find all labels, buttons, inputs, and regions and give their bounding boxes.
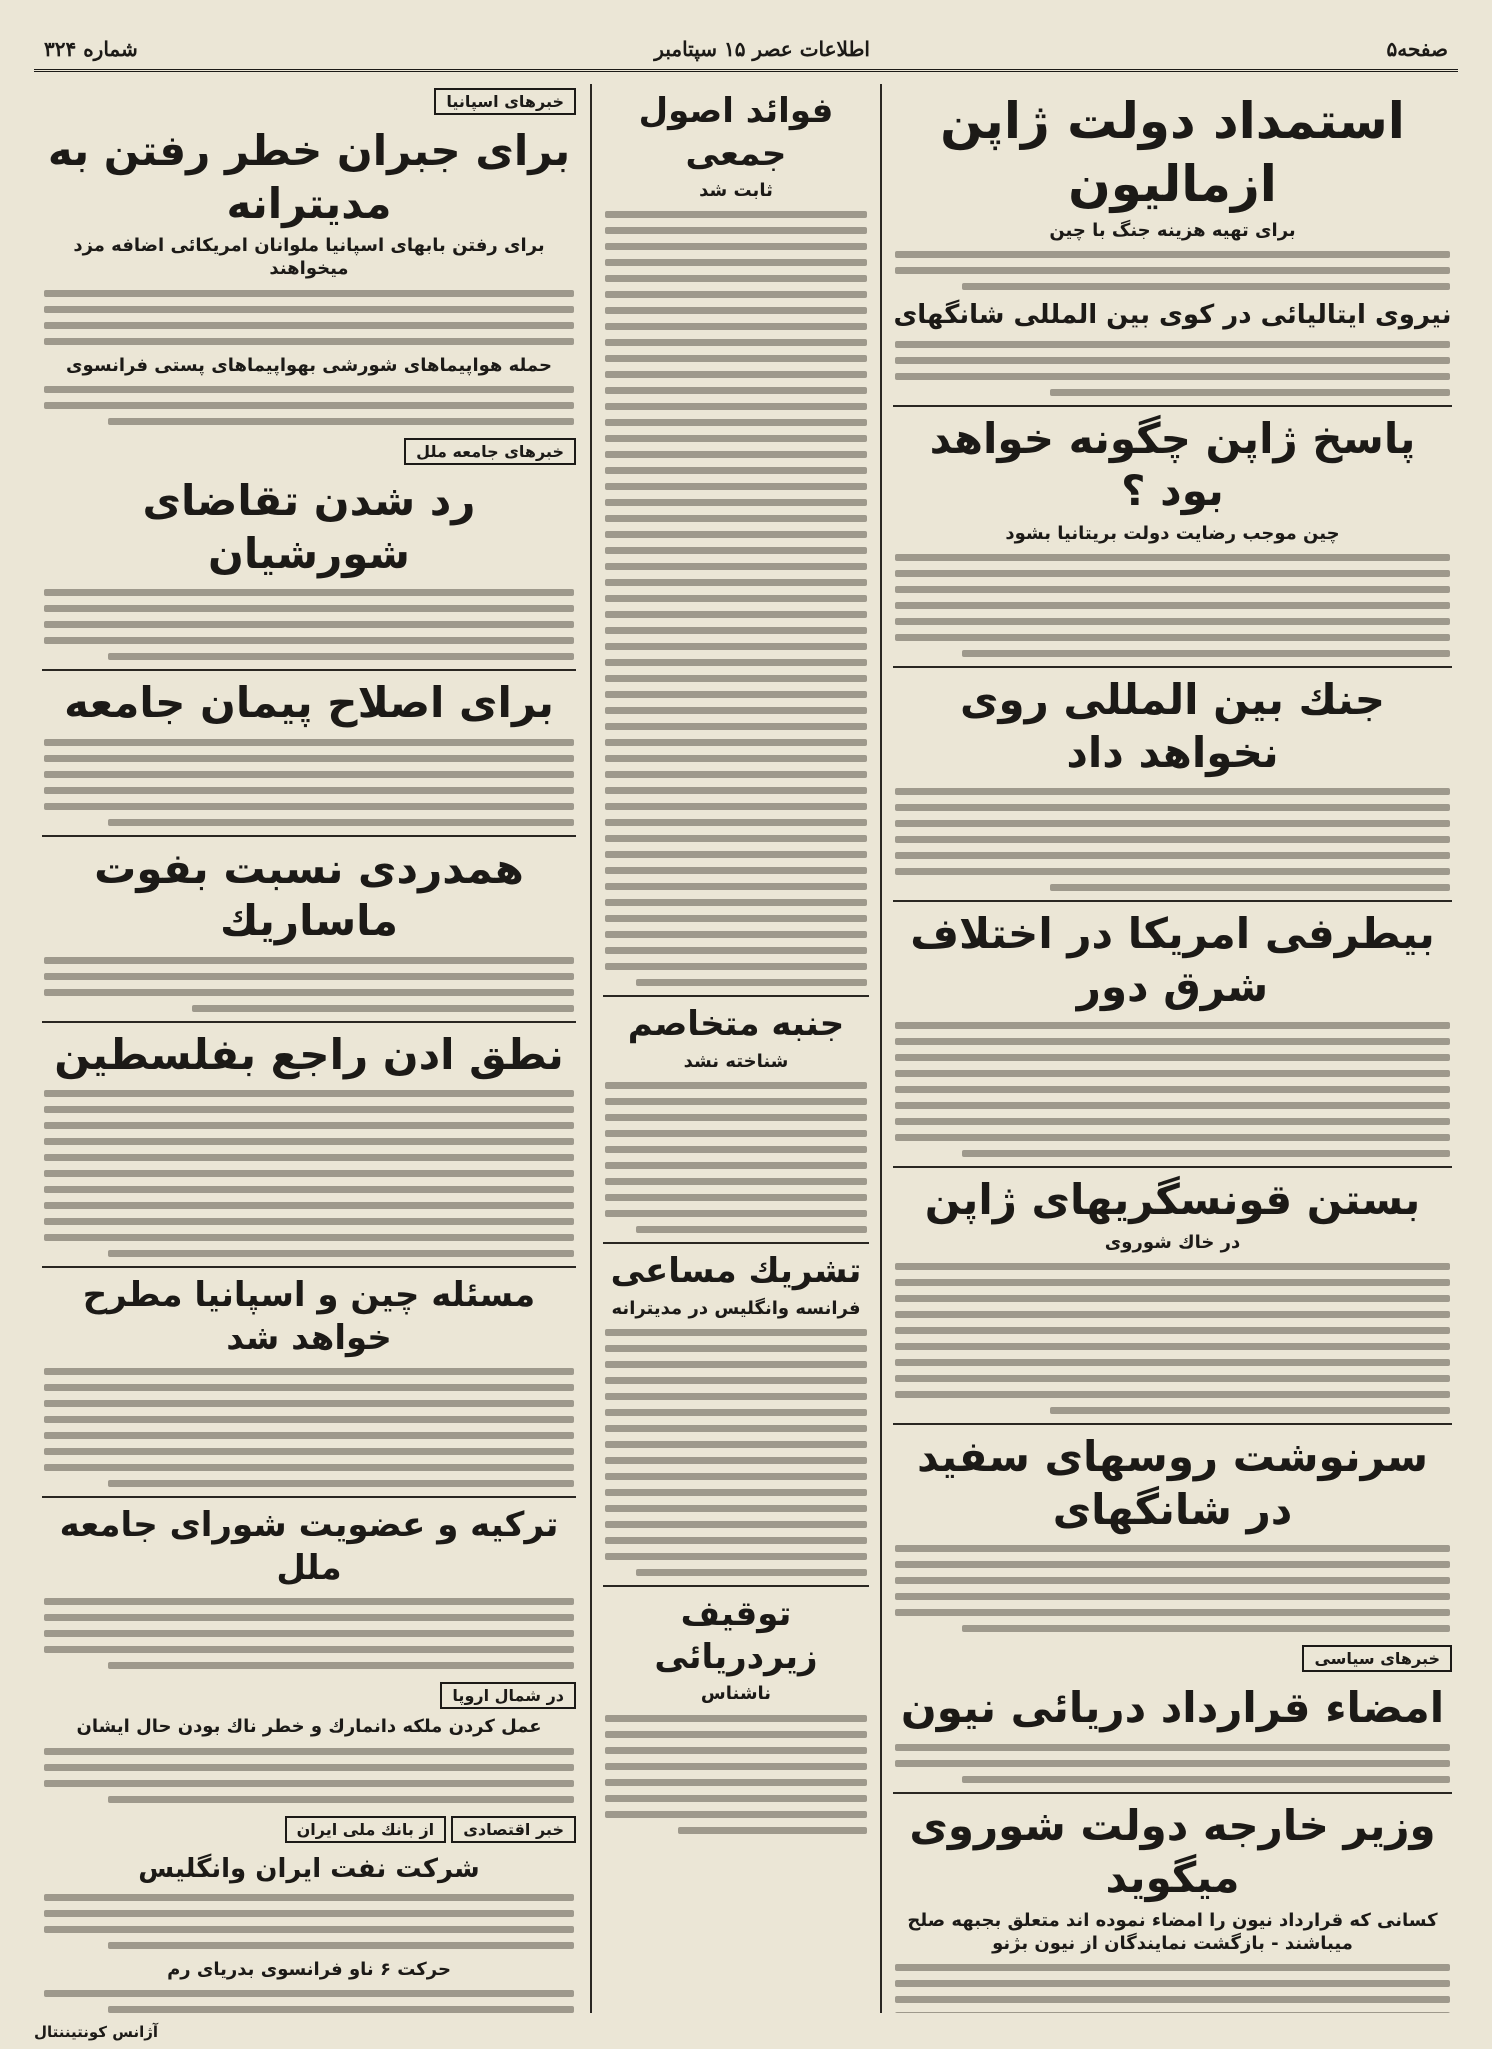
headline: نطق ادن راجع بفلسطین [54,1029,564,1079]
article-body [44,386,574,425]
divider [893,900,1452,902]
section-tag: خبرهای سیاسی [1302,1645,1452,1672]
article-body [44,739,574,826]
column-middle [595,84,877,2013]
column-rule [590,84,592,2013]
headline: شرکت نفت ایران وانگلیس [138,1853,480,1884]
article-body [895,1263,1450,1414]
subheadline: ناشناس [700,1683,772,1705]
column-rule [880,84,882,2013]
divider [893,1423,1452,1425]
subheadline: عمل کردن ملکه دانمارك و خطر ناك بودن حال ایشان [76,1716,542,1738]
divider [603,1242,869,1244]
article-body [895,1744,1450,1783]
masthead [34,28,1458,72]
divider [893,666,1452,668]
headline: بیطرفی امریکا در اختلاف شرق دور [910,909,1435,1011]
article-body [44,589,574,660]
subheadline: ثابت شد [699,180,773,201]
headline: جنبه متخاصم [627,1004,845,1045]
article-body [44,957,574,1012]
subheadline: حرکت ۶ ناو فرانسوی بدریای رم [167,1959,451,1981]
article-body [895,1022,1450,1157]
headline: برای جبران خطر رفتن به مدیترانه [47,126,571,228]
article-body [44,1598,574,1669]
headline: بستن قونسگریهای ژاپن [924,1175,1421,1225]
article-body [895,251,1450,290]
divider [42,835,576,837]
section-tag: از بانك ملی ایران [285,1816,447,1843]
headline: وزیر خارجه دولت شوروی میگوید [909,1800,1436,1903]
article-body [44,1748,574,1803]
subheadline: شناخته نشد [683,1050,789,1072]
article-body [895,341,1450,396]
headline: برای اصلاح پیمان جامعه [64,678,554,728]
article-body [895,554,1450,657]
page-label: صفحه۵ [1386,36,1448,61]
article-body [895,1964,1450,2013]
section-tag: خبرهای اسپانیا [434,88,576,115]
issue-number: شماره ۳۲۴ [44,36,138,61]
headline: نیروی ایتالیائی در کوی بین المللی شانگهای [893,300,1452,331]
divider [603,995,869,997]
column-left [34,84,584,2013]
article-body [44,1990,574,2013]
divider [603,1585,869,1587]
masthead-title: اطلاعات عصر ۱۵ سپتامبر [654,36,870,61]
subheadline: حمله هواپیماهای شورشی بهواپیماهای پستی فرانسوی [66,354,552,376]
headline: رد شدن تقاضای شورشیان [142,476,476,578]
divider [893,1166,1452,1168]
divider [42,1496,576,1498]
headline: سرنوشت روسهای سفید در شانگهای [916,1432,1429,1534]
article-body [44,290,574,345]
headline: توقیف زیردریائی [654,1594,818,1677]
article-body [605,211,867,986]
subheadline: برای رفتن بابهای اسپانیا ملوانان امریکائی اضافه مزد میخواهند [73,235,545,280]
headline: مسئله چین و اسپانیا مطرح خواهد شد [82,1275,536,1358]
headline: استمداد دولت ژاپن ازمالیون [940,92,1405,213]
article-body [605,1082,867,1233]
subheadline: در خاك شوروی [1104,1231,1241,1253]
subheadline: برای تهیه هزینه جنگ با چین [1049,220,1296,241]
divider [42,1021,576,1023]
divider [893,405,1452,407]
headline: امضاء قرارداد دریائی نیون [900,1683,1445,1733]
headline: پاسخ ژاپن چگونه خواهد بود ؟ [929,413,1416,516]
column-right [885,84,1460,2013]
subheadline: فرانسه وانگلیس در مدیترانه [611,1297,861,1319]
headline: فوائد اصول جمعی [638,91,834,174]
headline: جنك بین المللی روی نخواهد داد [960,675,1385,777]
footer-credit: آژانس کونتیننتال [34,2023,158,2041]
divider [42,669,576,671]
section-tag: خبر اقتصادی [451,1816,576,1843]
subheadline: چین موجب رضایت دولت بریتانیا بشود [1005,522,1340,544]
article-body [895,1545,1450,1632]
article-body [44,1368,574,1487]
section-tag: خبرهای جامعه ملل [404,438,576,465]
subheadline: کسانی که قرارداد نیون را امضاء نموده اند متعلق بجبهه صلح میباشند - بازگشت نمایندگان از نیون بژنو [907,1909,1438,1955]
headline: ترکیه و عضویت شورای جامعه ملل [59,1505,559,1588]
article-body [44,1894,574,1949]
headline: تشریك مساعی [610,1251,862,1292]
headline: همدردی نسبت بفوت ماساریك [94,843,524,946]
divider [42,1266,576,1268]
article-body [605,1715,867,1834]
article-body [895,788,1450,891]
article-body [605,1329,867,1576]
article-body [44,1090,574,1257]
divider [893,1792,1452,1794]
section-tag: در شمال اروپا [440,1682,576,1709]
